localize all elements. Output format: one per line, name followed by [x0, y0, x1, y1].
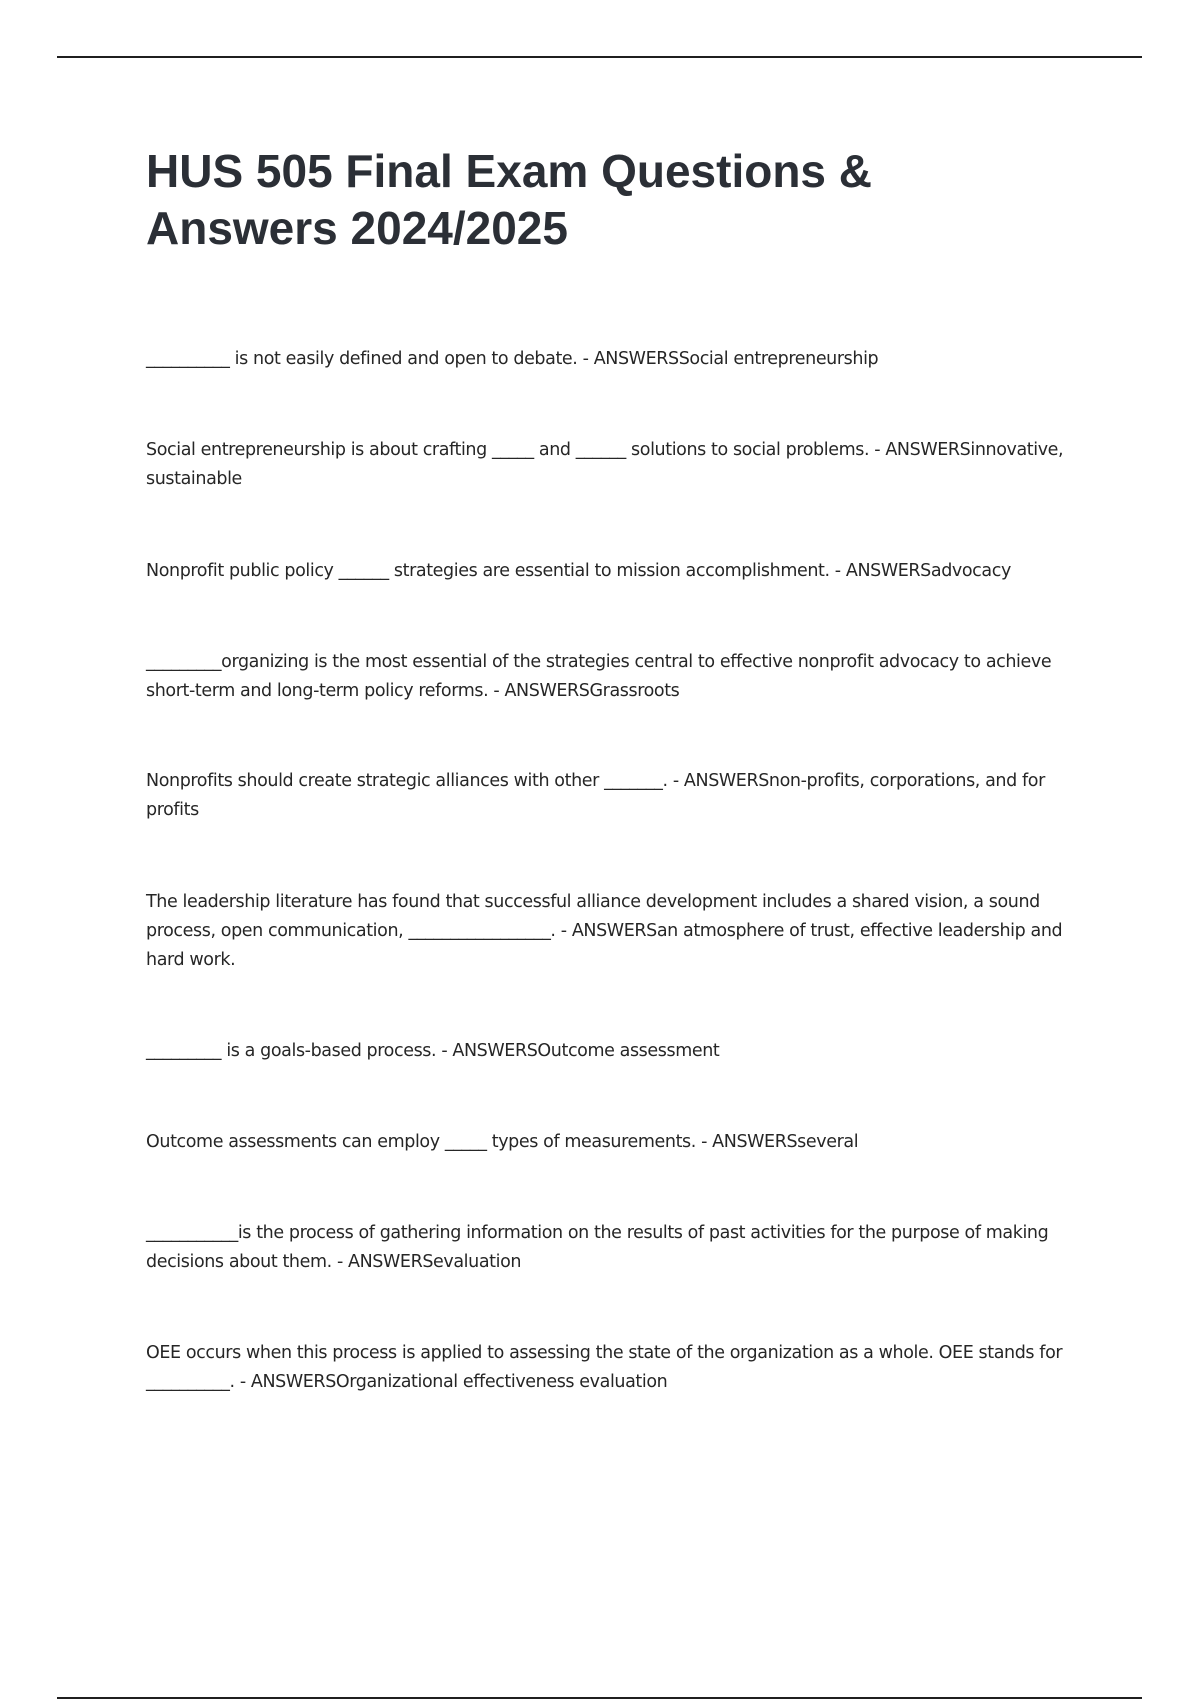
- bottom-rule: [57, 1697, 1142, 1699]
- qa-item-6: The leadership literature has found that successful alliance development includes a shared vision, a sound process, open communication, _________________. - ANSWERSan atmosphere of trust, effective leadership and hard work.: [146, 892, 1063, 970]
- qa-item-8: Outcome assessments can employ _____ types of measurements. - ANSWERSseveral: [146, 1132, 859, 1152]
- qa-item-7: _________ is a goals-based process. - ANSWERSOutcome assessment: [146, 1041, 720, 1061]
- top-rule: [57, 56, 1142, 58]
- page-title: HUS 505 Final Exam Questions & Answers 2024/2025: [146, 145, 873, 254]
- qa-item-2: Social entrepreneurship is about crafting _____ and ______ solutions to social problems. - ANSWERSinnovative, sustainable: [146, 440, 1064, 489]
- qa-item-10: OEE occurs when this process is applied to assessing the state of the organization as a whole. OEE stands for __________. - ANSWERSOrganizational effectiveness evaluation: [146, 1343, 1063, 1392]
- qa-item-3: Nonprofit public policy ______ strategies are essential to mission accomplishment. - ANSWERSadvocacy: [146, 561, 1011, 581]
- qa-item-4: _________organizing is the most essential of the strategies central to effective nonprofit advocacy to achieve short-term and long-term policy reforms. - ANSWERSGrassroots: [146, 652, 1052, 701]
- qa-item-1: __________ is not easily defined and open to debate. - ANSWERSSocial entrepreneurship: [146, 349, 879, 369]
- qa-item-5: Nonprofits should create strategic alliances with other _______. - ANSWERSnon-profits, corporations, and for profits: [146, 771, 1045, 820]
- qa-item-9: ___________is the process of gathering information on the results of past activities for the purpose of making decisions about them. - ANSWERSevaluation: [146, 1223, 1049, 1272]
